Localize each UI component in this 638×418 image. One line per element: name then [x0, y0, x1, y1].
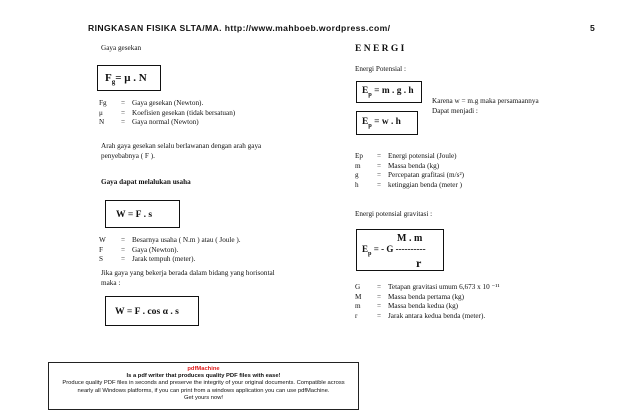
definition-sym: g [355, 171, 359, 180]
definition-desc: ketinggian benda (meter ) [388, 180, 463, 189]
work-definitions [99, 236, 241, 265]
definition-desc: Jarak tempuh (meter). [132, 255, 196, 264]
karena-line-1: Karena w = m.g maka persamaannya [432, 97, 539, 105]
definition-eq: = [377, 161, 382, 170]
gravity-denominator: r [416, 256, 422, 270]
definition-row [355, 162, 464, 172]
ep-wh-formula-box [356, 111, 418, 135]
ep-mgh-formula-box [356, 81, 422, 103]
definition-sym: m [355, 302, 361, 311]
definition-sym: M [355, 292, 362, 301]
definition-eq: = [121, 236, 126, 244]
banner-line-2: Produce quality PDF files in seconds and preserve the integrity of your original documents. Compatible across [62, 380, 345, 387]
definition-desc: Massa benda pertama (kg) [388, 292, 465, 301]
gravity-numerator: M . m [397, 233, 423, 244]
arah-line-2: penyebabnya ( F ). [101, 152, 155, 160]
definition-sym: N [99, 118, 105, 127]
gravitasi-heading: Energi potensial gravitasi : [355, 210, 433, 218]
jika-line-1: Jika gaya yang bekerja berada dalam bidang yang horisontal [101, 269, 275, 277]
banner-brand: pdfMachine [187, 366, 220, 372]
header-title: RINGKASAN FISIKA SLTA/MA. http://www.mahboeb.wordpress.com/ [88, 23, 391, 33]
gesekan-heading: Gaya gesekan [101, 44, 142, 52]
definition-desc: Gaya normal (Newton) [132, 118, 199, 127]
ep-mgh-formula: $E_p = m$ . g . h [362, 86, 414, 98]
definition-desc: Besarnya usaha ( N.m ) atau ( Joule ). [132, 236, 241, 244]
definition-eq: = [377, 292, 382, 301]
definition-desc: Jarak antara kedua benda (meter). [388, 311, 486, 320]
work-angle-formula: W = F . cos α . s [115, 306, 179, 317]
work-angle-formula-box [105, 296, 199, 326]
definition-sym: S [99, 255, 103, 264]
definition-row [355, 293, 500, 303]
definition-row [355, 302, 500, 312]
definition-row [99, 99, 235, 109]
definition-sym: Fg [99, 99, 107, 107]
definition-sym: μ [99, 108, 103, 117]
definition-eq: = [377, 283, 382, 291]
banner-tagline: Is a pdf writer that produces quality PDF files with ease! [126, 373, 281, 380]
definition-sym: Ep [355, 152, 363, 160]
definition-row [355, 171, 464, 181]
definition-desc: Energi potensial (Joule) [388, 152, 457, 160]
definition-desc: Massa benda (kg) [388, 161, 440, 170]
definition-row [355, 152, 464, 162]
usaha-heading: Gaya dapat melalukan usaha [101, 178, 191, 186]
page-number: 5 [590, 23, 596, 33]
pdfmachine-banner[interactable] [48, 362, 359, 410]
definition-eq: = [377, 171, 382, 180]
gravity-lhs: $E_p$ = - G ---------- [362, 244, 426, 257]
karena-line-2: Dapat menjadi : [432, 107, 478, 115]
definition-desc: Massa benda kedua (kg) [388, 302, 459, 311]
definition-row [355, 181, 464, 191]
energi-heading: E N E R G I [355, 44, 405, 54]
definition-desc: Gaya gesekan (Newton). [132, 99, 204, 107]
definition-row [355, 283, 500, 293]
definition-eq: = [377, 311, 382, 320]
definition-row [355, 312, 500, 322]
definition-sym: W [99, 236, 106, 244]
ep-wh-formula: $E_p = w$ . h [362, 117, 401, 129]
gravity-definitions [355, 283, 500, 321]
work-formula: W = F . s [116, 209, 153, 220]
definition-eq: = [377, 302, 382, 311]
definition-eq: = [121, 245, 126, 254]
work-formula-box [105, 200, 180, 228]
definition-row [99, 236, 241, 246]
definition-row [99, 246, 241, 256]
definition-eq: = [121, 118, 126, 127]
definition-sym: r [355, 311, 358, 320]
definition-row [99, 109, 235, 119]
banner-line-3: nearly all Windows platforms, if you can print from a windows application you can use pdfMachine. [77, 387, 330, 394]
definition-sym: G [355, 283, 361, 291]
definition-desc: Gaya (Newton). [132, 245, 179, 254]
definition-row [99, 118, 235, 128]
definition-eq: = [121, 255, 126, 264]
friction-formula-box [97, 65, 161, 91]
definition-row [99, 255, 241, 265]
arah-line-1: Arah gaya gesekan selalu berlawanan dengan arah gaya [101, 142, 262, 150]
definition-eq: = [377, 152, 382, 160]
definition-sym: m [355, 161, 361, 170]
definition-desc: Tetapan gravitasi umum 6,673 x 10 ⁻¹¹ [388, 283, 500, 291]
definition-sym: F [99, 245, 103, 254]
definition-eq: = [121, 108, 126, 117]
friction-definitions [99, 99, 235, 128]
definition-desc: Koefisien gesekan (tidak bersatuan) [132, 108, 236, 117]
banner-line-4: Get yours now! [184, 394, 223, 401]
potensial-heading: Energi Potensial : [355, 65, 406, 73]
jika-line-2: maka : [101, 279, 121, 287]
definition-sym: h [355, 180, 359, 189]
gravity-formula-box [356, 229, 444, 271]
definition-eq: = [121, 99, 126, 107]
definition-eq: = [377, 180, 382, 189]
friction-formula: $F_g= \mu$ . N [105, 72, 147, 87]
definition-desc: Percepatan grafitasi (m/s²) [388, 171, 464, 180]
ep-definitions [355, 152, 464, 190]
